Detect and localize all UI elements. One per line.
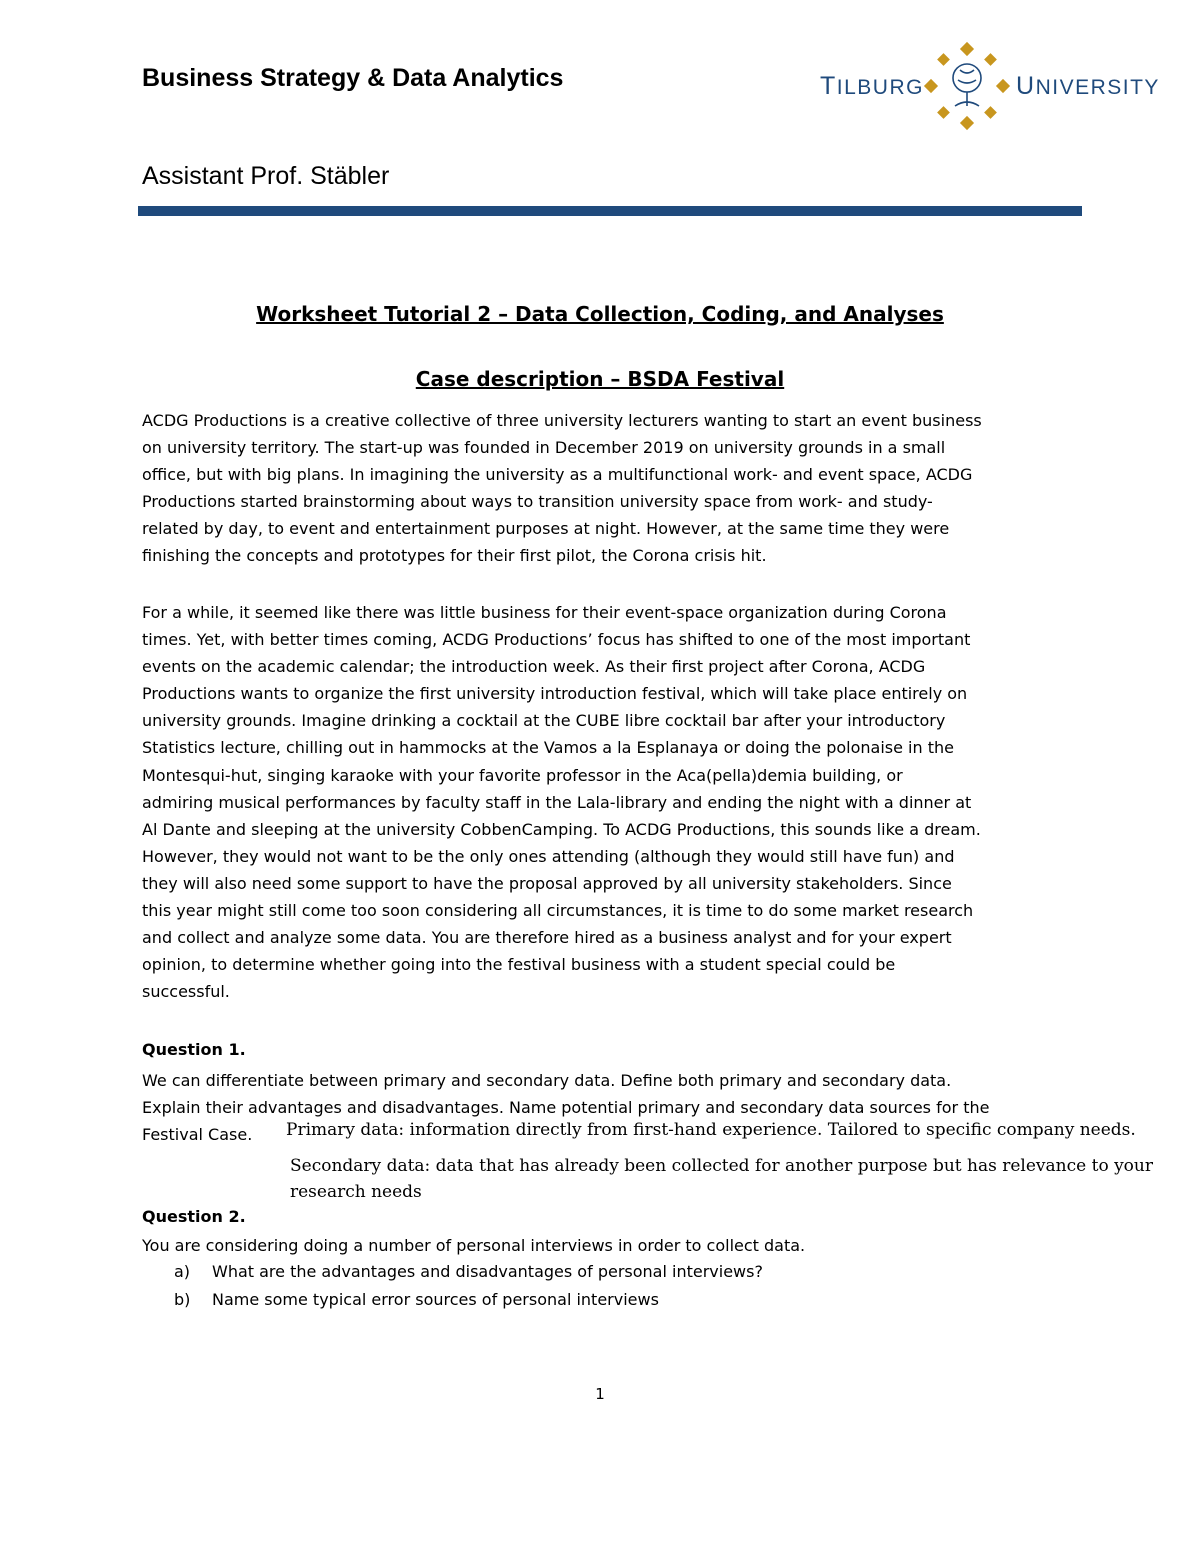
- paragraph-line: However, they would not want to be the only ones attending (although they would still have fun) and: [142, 846, 955, 866]
- paragraph-line: admiring musical performances by faculty staff in the Lala-library and ending the night with a dinner at: [142, 792, 972, 812]
- paragraph-line: they will also need some support to have the proposal approved by all university stakeholders. Since: [142, 873, 952, 893]
- answer-line: Secondary data: data that has already been collected for another purpose but has relevance to your: [290, 1156, 1153, 1176]
- paragraph-line: times. Yet, with better times coming, ACDG Productions’ focus has shifted to one of the most important: [142, 630, 971, 650]
- paragraph-line: office, but with big plans. In imagining the university as a multifunctional work- and event space, ACDG: [142, 465, 973, 485]
- paragraph-line: university grounds. Imagine drinking a cocktail at the CUBE libre cocktail bar after your introductory: [142, 711, 946, 731]
- list-item: Name some typical error sources of personal interviews: [212, 1290, 659, 1309]
- case-title: Case description – BSDA Festival: [415, 367, 785, 391]
- paragraph-line: Statistics lecture, chilling out in hammocks at the Vamos a la Esplanaya or doing the polonaise in the: [142, 738, 954, 758]
- paragraph-line: For a while, it seemed like there was little business for their event-space organization during Corona: [142, 603, 947, 622]
- list-marker: b): [174, 1290, 191, 1309]
- university-emblem-icon: [922, 40, 1012, 132]
- logo-word-tilburg: TILBURG: [820, 72, 924, 100]
- page-number: 1: [595, 1385, 605, 1403]
- worksheet-title: Worksheet Tutorial 2 – Data Collection, Coding, and Analyses: [256, 302, 944, 326]
- question-line: You are considering doing a number of personal interviews in order to collect data.: [142, 1236, 806, 1255]
- question-line: Explain their advantages and disadvantages. Name potential primary and secondary data sources for the: [142, 1098, 990, 1118]
- header-rule: [138, 206, 1082, 216]
- answer-line: research needs: [290, 1182, 422, 1202]
- paragraph-line: this year might still come too soon considering all circumstances, it is time to do some market research: [142, 901, 974, 921]
- case-paragraph-2: [142, 599, 1062, 1005]
- question-2-text: [142, 1232, 1102, 1259]
- paragraph-line: Productions wants to organize the first university introduction festival, which will take place entirely on: [142, 684, 968, 704]
- question-line: We can differentiate between primary and secondary data. Define both primary and secondary data.: [142, 1071, 952, 1090]
- question-1-label: Question 1.: [142, 1040, 246, 1059]
- paragraph-line: Al Dante and sleeping at the university CobbenCamping. To ACDG Productions, this sounds like a dream.: [142, 819, 981, 839]
- case-paragraph-1: [142, 407, 1062, 570]
- list-marker: a): [174, 1262, 191, 1281]
- list-item: What are the advantages and disadvantages of personal interviews?: [212, 1262, 763, 1281]
- question-line: Festival Case.: [142, 1125, 253, 1145]
- paragraph-line: Montesqui-hut, singing karaoke with your favorite professor in the Aca(pella)demia building, or: [142, 765, 903, 785]
- course-title: Business Strategy & Data Analytics: [142, 64, 564, 92]
- paragraph-line: finishing the concepts and prototypes for their first pilot, the Corona crisis hit.: [142, 546, 767, 566]
- paragraph-line: ACDG Productions is a creative collective of three university lecturers wanting to start an event business: [142, 411, 982, 430]
- paragraph-line: opinion, to determine whether going into the festival business with a student special could be: [142, 955, 896, 975]
- answer-secondary-data[interactable]: [290, 1153, 1153, 1205]
- paragraph-line: on university territory. The start-up was founded in December 2019 on university grounds in a small: [142, 438, 946, 458]
- logo-word-university: UNIVERSITY: [1016, 72, 1160, 100]
- instructor-name: Assistant Prof. Stäbler: [142, 162, 390, 190]
- paragraph-line: successful.: [142, 982, 230, 1002]
- answer-primary-data[interactable]: Primary data: information directly from first-hand experience. Tailored to specific company needs.: [286, 1120, 1136, 1140]
- paragraph-line: Productions started brainstorming about ways to transition university space from work- and study-: [142, 492, 933, 512]
- question-2-label: Question 2.: [142, 1207, 246, 1226]
- paragraph-line: events on the academic calendar; the introduction week. As their first project after Corona, ACDG: [142, 657, 926, 677]
- paragraph-line: related by day, to event and entertainment purposes at night. However, at the same time they were: [142, 519, 950, 539]
- paragraph-line: and collect and analyze some data. You are therefore hired as a business analyst and for your expert: [142, 928, 952, 948]
- tilburg-university-logo: [818, 40, 1158, 132]
